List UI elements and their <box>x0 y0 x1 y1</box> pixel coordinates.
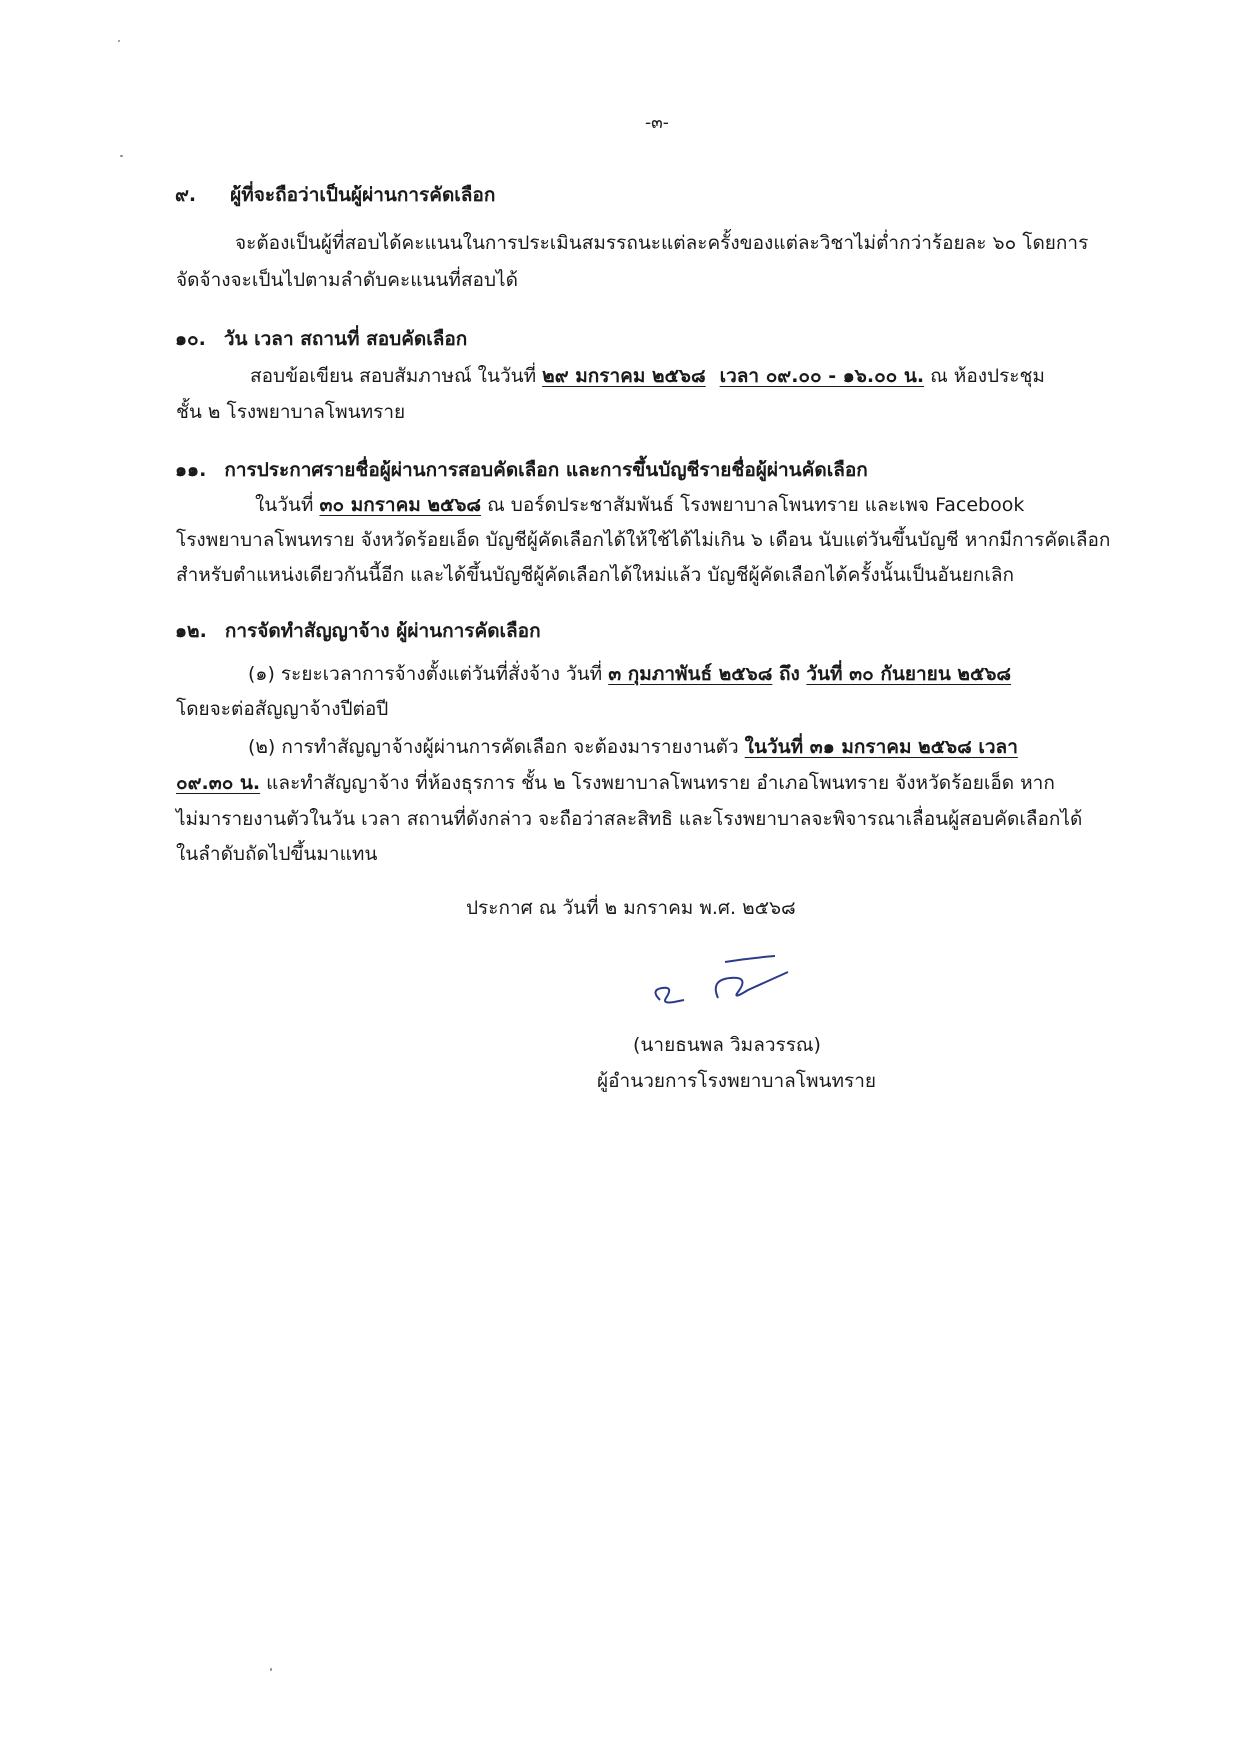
announce-date: ๓๐ มกราคม ๒๕๖๘ <box>319 494 482 516</box>
section-9-line-2: จัดจ้างจะเป็นไปตามลำดับคะแนนที่สอบได้ <box>176 269 518 291</box>
exam-date: ๒๙ มกราคม ๒๕๖๘ <box>542 365 706 387</box>
announce-text: ในวันที่ <box>255 494 320 516</box>
section-title: การประกาศรายชื่อผู้ผ่านการสอบคัดเลือก และการขึ้นบัญชีรายชื่อผู้ผ่านคัดเลือก <box>224 459 868 481</box>
section-title: ผู้ที่จะถือว่าเป็นผู้ผ่านการคัดเลือก <box>230 184 496 206</box>
signer-name: (นายธนพล วิมลวรรณ) <box>633 1034 821 1056</box>
section-10-heading <box>175 324 467 354</box>
section-12-item-2-line-2 <box>176 768 1055 798</box>
scan-speck <box>120 155 123 157</box>
section-12-item-1-line-1 <box>248 659 1011 689</box>
section-11-line-1 <box>255 490 1024 520</box>
section-number: ๑๒. <box>175 620 207 642</box>
scan-speck <box>118 40 120 42</box>
report-place: และทำสัญญาจ้าง ที่ห้องธุรการ ชั้น ๒ โรงพยาบาลโพนทราย อำเภอโพนทราย จังหวัดร้อยเอ็ด หาก <box>260 772 1055 794</box>
section-12-heading <box>175 616 541 646</box>
contract-period-text: (๑) ระยะเวลาการจ้างตั้งแต่วันที่สั่งจ้าง วันที่ <box>248 663 609 685</box>
section-9-heading <box>175 180 495 210</box>
announcement-date: ประกาศ ณ วันที่ ๒ มกราคม พ.ศ. ๒๕๖๘ <box>466 897 796 919</box>
section-10-line-1 <box>250 361 1045 391</box>
report-date: ในวันที่ ๓๑ มกราคม ๒๕๖๘ เวลา <box>744 736 1018 758</box>
exam-text: สอบข้อเขียน สอบสัมภาษณ์ ในวันที่ <box>250 365 543 387</box>
section-11-line-2: โรงพยาบาลโพนทราย จังหวัดร้อยเอ็ด บัญชีผู้คัดเลือกได้ให้ใช้ได้ไม่เกิน ๖ เดือน นับแต่วันขึ้นบัญชี หากมีการคัดเลือก <box>176 529 1111 551</box>
signature-image <box>640 950 820 1020</box>
contract-start-date: ๓ กุมภาพันธ์ ๒๕๖๘ <box>608 663 773 685</box>
section-11-line-3: สำหรับตำแหน่งเดียวกันนี้อีก และได้ขึ้นบัญชีผู้คัดเลือกได้ใหม่แล้ว บัญชีผู้คัดเลือกได้ครั้งนั้นเป็นอันยกเลิก <box>176 564 1014 586</box>
section-title: วัน เวลา สถานที่ สอบคัดเลือก <box>223 328 468 350</box>
section-12-item-1-line-2: โดยจะต่อสัญญาจ้างปีต่อปี <box>176 698 389 720</box>
contract-to: ถึง <box>772 663 807 685</box>
exam-time: เวลา ๐๙.๐๐ - ๑๖.๐๐ น. <box>719 365 925 387</box>
section-10-line-2: ชั้น ๒ โรงพยาบาลโพนทราย <box>176 401 406 423</box>
section-number: ๑๐. <box>175 328 206 350</box>
section-12-item-2-line-3: ไม่มารายงานตัวในวัน เวลา สถานที่ดังกล่าว จะถือว่าสละสิทธิ และโรงพยาบาลจะพิจารณาเลื่อนผู้สอบคัดเลือกได้ <box>176 808 1083 830</box>
section-11-heading <box>175 455 868 485</box>
section-number: ๙. <box>175 184 197 206</box>
scan-speck <box>270 1668 272 1671</box>
report-text: (๒) การทำสัญญาจ้างผู้ผ่านการคัดเลือก จะต้องมารายงานตัว <box>248 736 745 758</box>
section-number: ๑๑. <box>175 459 207 481</box>
announce-place: ณ บอร์ดประชาสัมพันธ์ โรงพยาบาลโพนทราย และเพจ Facebook <box>481 494 1025 516</box>
section-12-item-2-line-1 <box>248 732 1018 762</box>
section-12-item-2-line-4: ในลำดับถัดไปขึ้นมาแทน <box>176 843 378 865</box>
signer-title: ผู้อำนวยการโรงพยาบาลโพนทราย <box>597 1070 877 1092</box>
report-time: ๐๙.๓๐ น. <box>176 772 261 794</box>
section-9-line-1: จะต้องเป็นผู้ที่สอบได้คะแนนในการประเมินสมรรถนะแต่ละครั้งของแต่ละวิชาไม่ต่ำกว่าร้อยละ ๖๐ โดยการ <box>235 232 1089 254</box>
page-number: -๓- <box>645 113 669 133</box>
exam-place: ณ ห้องประชุม <box>924 365 1045 387</box>
contract-end-date: วันที่ ๓๐ กันยายน ๒๕๖๘ <box>806 663 1012 685</box>
section-title: การจัดทำสัญญาจ้าง ผู้ผ่านการคัดเลือก <box>224 620 541 642</box>
